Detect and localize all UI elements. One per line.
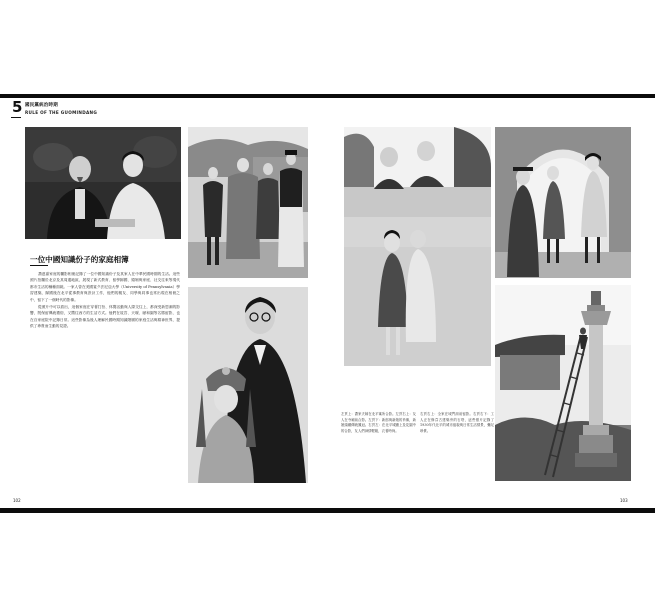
article-paragraph-1: 喬達嘉家庭的攝影相冊記錄了一位中國知識份子及其家人在中華民國時期的生活。這些照片拍攝於北京及其周邊地區，展現了新式教育、留學歸國、婚姻與家庭、社交往來等現代都市生活的種種面貌。一家人曾在美國賓夕法尼亞大學（University of Pennsylvania）學習建築，歸國後在北平從事教育與設計工作，他們的親友、同學與同事也常出現在相冊之中，留下了一個時代的影像。 [30,272,180,302]
photo-family-under-arch [495,127,631,278]
caption-right: 右頁右上：全家在城門洞前留影。右頁右下：工人正在修葺古建築旁的石塔，這些照片記錄了1930年代北平的城市風貌與日常生活情景，彌足珍貴。 [420,412,494,433]
chapter-number: 5 [12,98,23,116]
page-number-right: 103 [620,498,628,503]
chapter-rule [11,117,21,118]
running-header-cn: 國民黨統治時期 [25,103,58,108]
photo-friends-on-wall [344,127,491,366]
page-number-left: 102 [13,498,21,503]
running-header-en: RULE OF THE GUOMINDANG [25,110,98,115]
photo-bride-groom-portrait [188,287,308,483]
article-paragraph-2: 從照片中可以看出，這個家庭在穿著打扮、休閒活動與人際交往上，都深受新思潮的影響，既保留傳統禮俗，又嚮往西方的生活方式。他們在故宮、天壇、頤和園等名勝留影，也在自家庭院中記錄日常。這些影像為後人理解民國時期知識階層的家庭生活與精神世界，提供了珍貴而生動的見證。 [30,305,180,329]
photo-group-temple [188,127,308,278]
caption-left: 左頁上：喬家夫婦在北平寓所合影。左頁右上：友人在寺廟前合影。左頁下：新郎與新娘的肖像，新娘頭戴傳統鳳冠。右頁左：在北平城牆上及花園中的合影，友人們神情輕鬆，衣著時尚。 [341,412,416,433]
photo-couple-seated [25,127,181,239]
bottom-black-bar [0,508,655,513]
photo-stone-pagoda-repair [495,285,631,481]
top-black-bar [0,94,655,98]
heading-rule [30,265,48,266]
article-body [30,271,180,330]
section-heading: 一位中國知識份子的家庭相簿 [30,255,129,264]
